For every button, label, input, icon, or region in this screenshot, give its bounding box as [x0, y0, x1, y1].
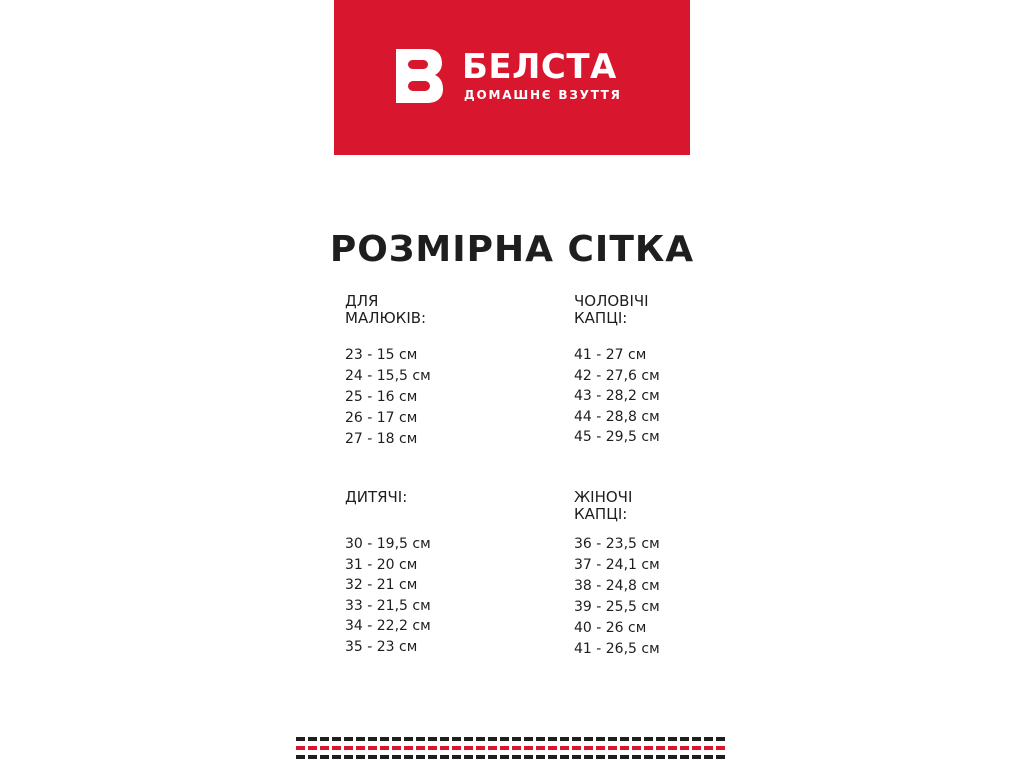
size-row: 34 - 22,2 см — [345, 618, 431, 634]
size-row: 43 - 28,2 см — [574, 388, 660, 404]
size-row: 39 - 25,5 см — [574, 599, 660, 615]
size-section-women — [574, 489, 774, 660]
section-heading-line: МАЛЮКІВ: — [345, 309, 427, 327]
size-row: 35 - 23 см — [345, 638, 418, 655]
size-section-children — [345, 489, 545, 657]
size-row: 44 - 28,8 см — [574, 408, 660, 425]
size-row: 41 - 27 см — [574, 347, 647, 363]
brand-banner — [334, 0, 690, 155]
size-row: 41 - 26,5 см — [574, 641, 660, 657]
size-row: 37 - 24,1 см — [574, 557, 660, 573]
size-row: 24 - 15,5 см — [345, 368, 431, 384]
size-row: 27 - 18 см — [345, 431, 418, 447]
section-heading — [345, 489, 545, 506]
size-section-men — [574, 293, 774, 448]
size-row: 40 - 26 см — [574, 620, 647, 636]
size-row: 25 - 16 см — [345, 389, 418, 405]
size-row: 33 - 21,5 см — [345, 597, 431, 614]
size-row: 45 - 29,5 см — [574, 429, 660, 445]
size-row: 31 - 20 см — [345, 556, 418, 573]
size-row: 36 - 23,5 см — [574, 536, 660, 552]
size-row: 42 - 27,6 см — [574, 367, 660, 384]
section-heading — [574, 293, 774, 327]
section-heading-line: ДЛЯ — [345, 292, 379, 310]
section-heading-line: ДИТЯЧІ: — [345, 488, 408, 506]
dashed-stripes-decoration — [296, 736, 728, 768]
page-title: РОЗМІРНА СІТКА — [329, 229, 695, 271]
section-heading-line: КАПЦІ: — [574, 505, 628, 523]
section-heading — [574, 489, 774, 523]
brand-name: БЕЛСТА — [462, 47, 617, 87]
section-heading-line: КАПЦІ: — [574, 309, 628, 327]
section-heading-line: ЖІНОЧІ — [574, 488, 633, 506]
size-list — [574, 534, 774, 660]
size-list — [345, 534, 545, 657]
size-row: 38 - 24,8 см — [574, 578, 660, 594]
letter-b-logo-icon — [394, 47, 444, 105]
section-heading — [345, 293, 545, 327]
section-heading-line: ЧОЛОВІЧІ — [574, 292, 649, 310]
size-row: 30 - 19,5 см — [345, 536, 431, 552]
size-row: 23 - 15 см — [345, 347, 418, 363]
size-row: 32 - 21 см — [345, 577, 418, 593]
size-list — [574, 345, 774, 448]
size-section-infants — [345, 293, 545, 450]
brand-tagline: ДОМАШНЄ ВЗУТТЯ — [464, 88, 622, 102]
size-list — [345, 345, 545, 450]
size-row: 26 - 17 см — [345, 410, 418, 426]
